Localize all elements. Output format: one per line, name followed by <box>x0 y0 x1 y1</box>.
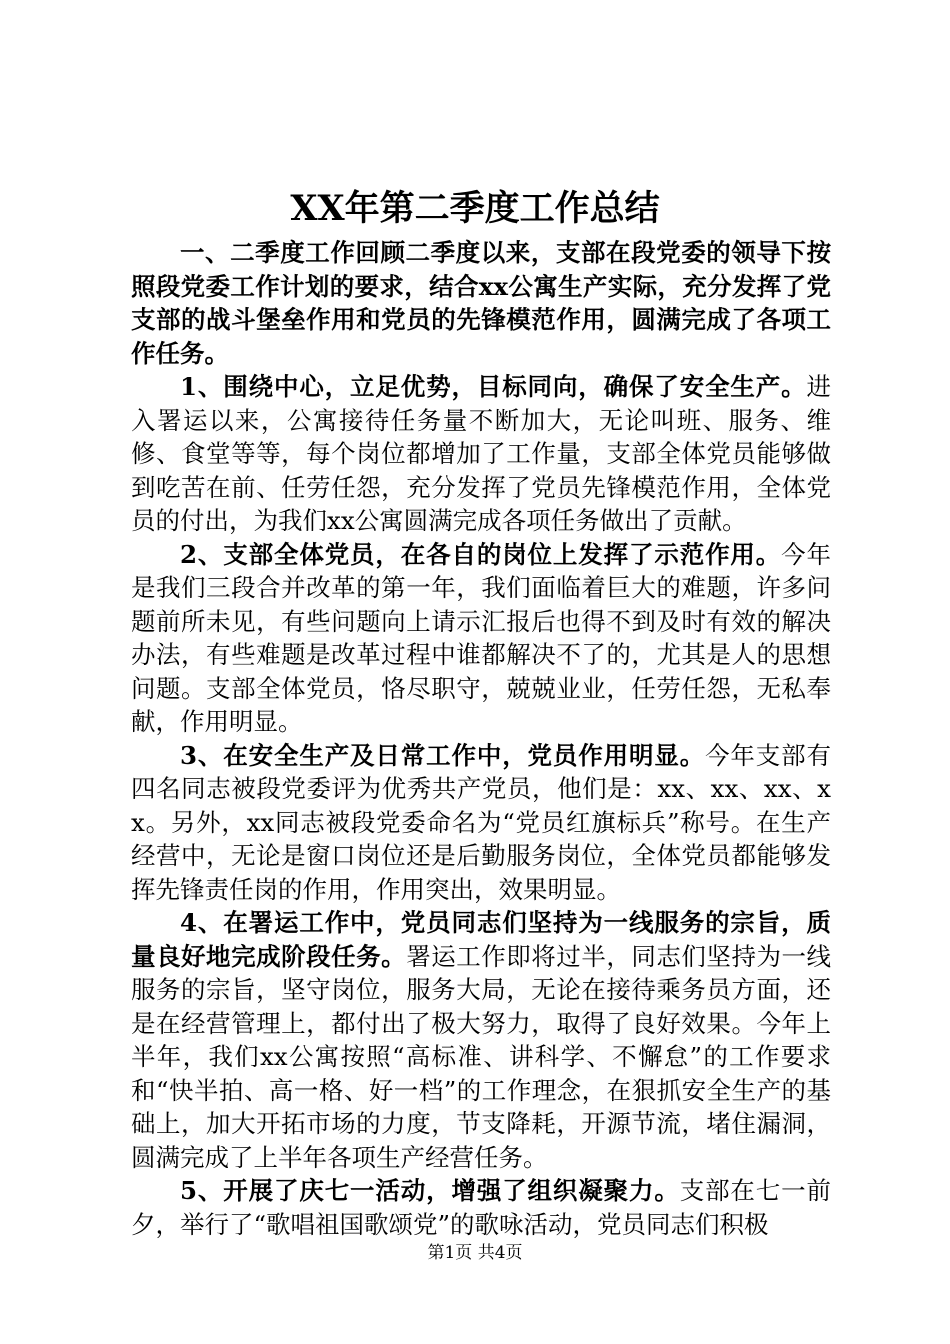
paragraph-overview <box>131 236 831 370</box>
paragraph-lead: 1、围绕中心，立足优势，目标同向，确保了安全生产。 <box>180 372 807 401</box>
paragraph-body: 支部在七一前夕，举行了“歌唱祖国歌颂党”的歌咏活动，党员同志们积极 <box>131 1176 832 1239</box>
paragraph-item-5 <box>131 1174 831 1241</box>
document-title: XX年第二季度工作总结 <box>290 188 660 229</box>
paragraph-body: 进入署运以来，公寓接待任务量不断加大，无论叫班、服务、维修、食堂等等，每个岗位都增加了工作量，支部全体党员能够做到吃苦在前、任劳任怨，充分发挥了党员先锋模范作用，全体党员的付出，为我们xx公寓圆满完成各项任务做出了贡献。 <box>131 372 831 535</box>
paragraph-item-2 <box>131 538 831 739</box>
paragraph-body: 今年是我们三段合并改革的第一年，我们面临着巨大的难题，许多问题前所未见，有些问题向上请示汇报后也得不到及时有效的解决办法，有些难题是改革过程中谁都解决不了的，尤其是人的思想问题。支部全体党员，恪尽职守，兢兢业业，任劳任怨，无私奉献，作用明显。 <box>131 539 831 736</box>
paragraph-body: 今年支部有四名同志被段党委评为优秀共产党员，他们是：xx、xx、xx、xx。另外，xx同志被段党委命名为“党员红旗标兵”称号。在生产经营中，无论是窗口岗位还是后勤服务岗位，全体党员都能够发挥先锋责任岗的作用，作用突出，效果明显。 <box>131 740 832 904</box>
paragraph-body: 署运工作即将过半，同志们坚持为一线服务的宗旨，坚守岗位，服务大局，无论在接待乘务员方面，还是在经营管理上，都付出了极大努力，取得了良好效果。今年上半年，我们xx公寓按照“高标准、讲科学、不懈怠”的工作要求和“快半拍、高一格、好一档”的工作理念，在狠抓安全生产的基础上，加大开拓市场的力度，节支降耗，开源节流，堵住漏洞，圆满完成了上半年各项生产经营任务。 <box>131 941 831 1172</box>
paragraph-item-4 <box>131 906 831 1174</box>
document-body <box>131 236 831 1241</box>
page-total: 共4页 <box>477 1243 523 1263</box>
paragraph-item-1 <box>131 370 831 538</box>
paragraph-item-3 <box>131 739 831 907</box>
paragraph-lead: 4、在署运工作中，党员同志们坚持为一线服务的宗旨，质量良好地完成阶段任务。 <box>131 908 831 971</box>
paragraph-lead: 2、支部全体党员，在各自的岗位上发挥了示范作用。 <box>180 539 782 569</box>
page-footer <box>0 1240 950 1266</box>
page-number: 第1页 <box>427 1243 473 1263</box>
paragraph-lead: 3、在安全生产及日常工作中，党员作用明显。 <box>180 740 706 770</box>
paragraph-lead: 5、开展了庆七一活动，增强了组织凝聚力。 <box>180 1176 680 1205</box>
paragraph-lead: 一、二季度工作回顾二季度以来，支部在段党委的领导下按照段党委工作计划的要求，结合xx公寓生产实际，充分发挥了党支部的战斗堡垒作用和党员的先锋模范作用，圆满完成了各项工作任务。 <box>131 238 831 368</box>
